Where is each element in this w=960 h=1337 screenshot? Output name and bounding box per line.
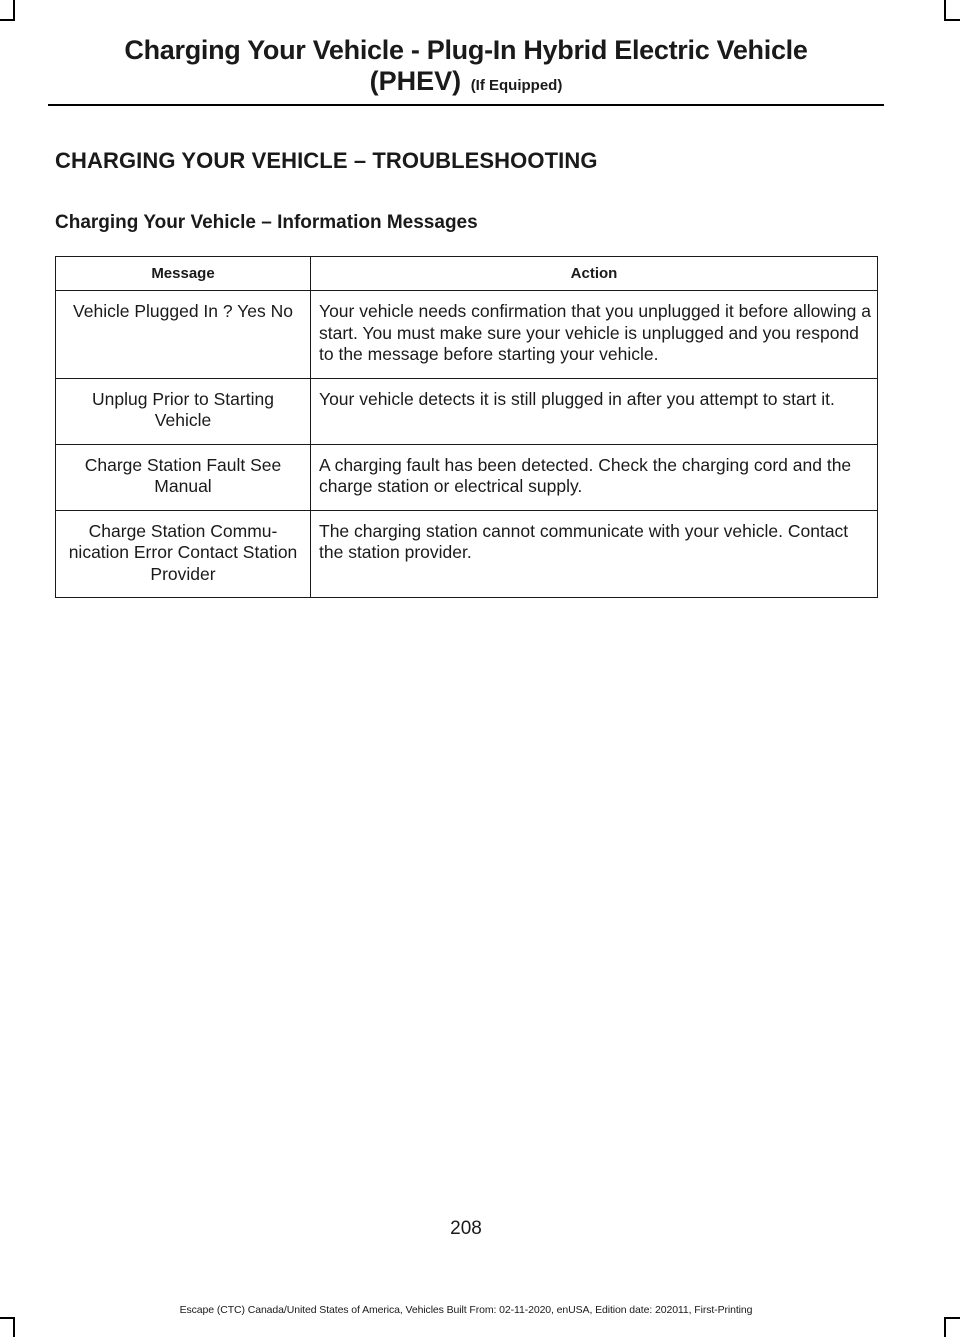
crop-mark — [944, 19, 960, 21]
message-cell: Charge Station Commu-nication Error Contact Station Provider — [56, 510, 311, 598]
crop-mark — [944, 1317, 960, 1319]
message-cell: Charge Station Fault See Manual — [56, 444, 311, 510]
header-title-line1: Charging Your Vehicle - Plug-In Hybrid Electric Vehicle — [124, 35, 808, 65]
table-row — [56, 510, 878, 598]
crop-mark — [944, 1317, 946, 1337]
header-divider — [48, 104, 884, 106]
header-title-line2 — [48, 66, 884, 101]
table-row — [56, 291, 878, 379]
action-cell: A charging fault has been detected. Check the charging cord and the charge station or electrical supply. — [311, 444, 878, 510]
section-title: CHARGING YOUR VEHICLE – TROUBLESHOOTING — [55, 148, 598, 173]
column-header-action: Action — [311, 257, 878, 291]
action-cell: The charging station cannot communicate with your vehicle. Contact the station provider. — [311, 510, 878, 598]
page-header — [48, 34, 884, 101]
crop-mark — [0, 1317, 15, 1319]
crop-mark — [13, 0, 15, 20]
column-header-message: Message — [56, 257, 311, 291]
table-header-row — [56, 257, 878, 291]
crop-mark — [13, 1317, 15, 1337]
table-row — [56, 378, 878, 444]
action-cell: Your vehicle detects it is still plugged in after you attempt to start it. — [311, 378, 878, 444]
table-row — [56, 444, 878, 510]
header-title-suffix: (If Equipped) — [470, 77, 563, 94]
information-messages-table — [55, 256, 878, 598]
message-cell: Vehicle Plugged In ? Yes No — [56, 291, 311, 379]
message-cell: Unplug Prior to Starting Vehicle — [56, 378, 311, 444]
page-number: 208 — [450, 1218, 482, 1239]
crop-mark — [0, 19, 15, 21]
subsection-title: Charging Your Vehicle – Information Messages — [55, 212, 478, 233]
header-title-phev: (PHEV) — [369, 66, 462, 96]
action-cell: Your vehicle needs confirmation that you unplugged it before allowing a start. You must make sure your vehicle is unplugged and you respond to the message before starting your vehicle. — [311, 291, 878, 379]
crop-mark — [944, 0, 946, 20]
page-footer: Escape (CTC) Canada/United States of America, Vehicles Built From: 02-11-2020, enUSA, Edition date: 202011, First-Printing — [179, 1304, 753, 1316]
